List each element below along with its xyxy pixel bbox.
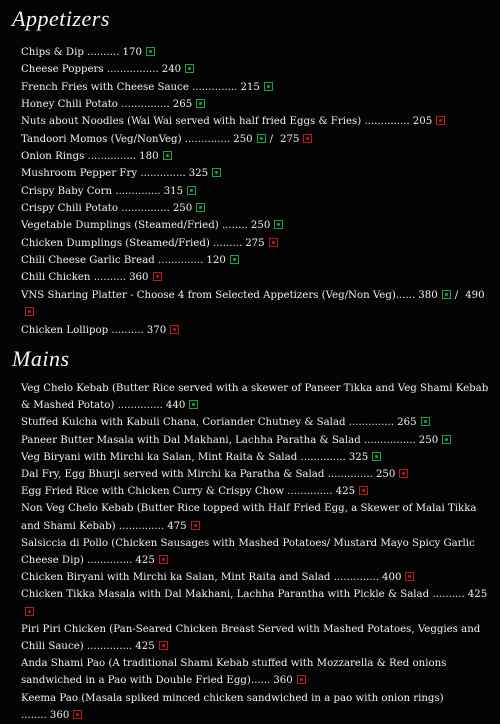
menu-item-text: Dal Fry, Egg Bhurji served with Mirchi ka Paratha & Salad .............. bbox=[21, 469, 373, 481]
menu-item-text: Honey Chili Potato ............... bbox=[21, 99, 170, 111]
menu-item-price: 360 bbox=[129, 272, 149, 284]
veg-indicator-icon bbox=[421, 417, 430, 426]
menu-item-price: 425 bbox=[135, 555, 155, 567]
nonveg-indicator-icon bbox=[153, 272, 162, 281]
menu-item-text: Non Veg Chelo Kebab (Butter Rice topped with Half Fried Egg, a Skewer of Malai Tikka and Shami Kebab) .............. bbox=[21, 503, 477, 532]
nonveg-indicator-icon bbox=[359, 486, 368, 495]
menu-item bbox=[21, 449, 491, 466]
nonveg-indicator-icon bbox=[170, 325, 179, 334]
menu-item bbox=[21, 183, 491, 200]
price-separator: / bbox=[269, 133, 274, 145]
menu-item-price: 240 bbox=[161, 64, 182, 76]
menu-item-text: Chili Cheese Garlic Bread .............. bbox=[21, 255, 204, 267]
veg-indicator-icon bbox=[196, 203, 205, 212]
menu-item-text: Egg Fried Rice with Chicken Curry & Crispy Chow .............. bbox=[21, 486, 333, 498]
menu-item bbox=[21, 165, 491, 182]
menu-item bbox=[21, 414, 491, 431]
menu-item bbox=[21, 690, 491, 724]
menu-item-price: 205 bbox=[412, 116, 433, 128]
veg-indicator-icon bbox=[196, 99, 205, 108]
nonveg-indicator-icon bbox=[405, 572, 414, 581]
menu-item bbox=[21, 200, 491, 217]
menu-item bbox=[21, 113, 491, 130]
menu-item-price: 215 bbox=[240, 81, 260, 93]
veg-indicator-icon bbox=[189, 400, 198, 409]
menu-item-price: 360 bbox=[273, 675, 293, 687]
menu-item-price: 325 bbox=[348, 451, 369, 463]
menu-item bbox=[21, 131, 491, 148]
menu-item bbox=[21, 380, 491, 414]
nonveg-indicator-icon bbox=[159, 641, 168, 650]
veg-indicator-icon bbox=[442, 435, 451, 444]
menu-item bbox=[21, 217, 491, 234]
menu-item bbox=[21, 235, 491, 252]
menu-item-price: 425 bbox=[335, 486, 356, 498]
menu-item-price: 380 bbox=[418, 289, 438, 301]
menu-item bbox=[21, 535, 491, 569]
menu-item bbox=[21, 322, 491, 339]
menu-item-price: 370 bbox=[146, 324, 167, 336]
menu-item-text: Crispy Chili Potato ............... bbox=[21, 203, 170, 215]
nonveg-indicator-icon bbox=[436, 116, 445, 125]
veg-indicator-icon bbox=[264, 82, 273, 91]
menu-item bbox=[21, 148, 491, 165]
menu-item-price: 180 bbox=[139, 151, 159, 163]
veg-indicator-icon bbox=[187, 186, 196, 195]
menu-item-text: Chicken Lollipop .......... bbox=[21, 324, 144, 336]
menu-item-price: 250 bbox=[233, 133, 253, 145]
menu-item-text: Nuts about Noodles (Wai Wai served with half fried Eggs & Fries) .............. bbox=[21, 116, 410, 128]
menu-item-text: Onion Rings ............... bbox=[21, 151, 137, 163]
mains-list bbox=[21, 380, 491, 724]
menu-item-text: Chili Chicken .......... bbox=[21, 272, 127, 284]
menu-item-text: Keema Pao (Masala spiked minced chicken sandwiched in a pao with onion rings) ........ bbox=[21, 692, 444, 721]
menu-item bbox=[21, 569, 491, 586]
menu-item-price: 170 bbox=[122, 47, 142, 58]
menu-item-alt-price: 490 bbox=[465, 289, 485, 301]
menu-item-price: 250 bbox=[375, 469, 396, 481]
menu-item bbox=[21, 466, 491, 483]
nonveg-indicator-icon bbox=[297, 675, 306, 684]
menu-item-text: Piri Piri Chicken (Pan-Seared Chicken Breast Served with Mashed Potatoes, Veggies and Chili Sauce) .............. bbox=[21, 623, 481, 653]
menu-item-price: 425 bbox=[467, 589, 488, 601]
menu-item-text: Anda Shami Pao (A traditional Shami Kebab stuffed with Mozzarella & Red onions sandwiched in a Pao with Double Fried Egg)...... bbox=[21, 658, 447, 687]
veg-indicator-icon bbox=[163, 151, 172, 160]
menu-item-price: 360 bbox=[49, 709, 70, 721]
menu-item bbox=[21, 287, 491, 322]
veg-indicator-icon bbox=[212, 168, 221, 177]
menu-item-price: 250 bbox=[172, 203, 193, 215]
veg-indicator-icon bbox=[146, 47, 155, 56]
nonveg-indicator-icon bbox=[303, 134, 312, 143]
menu-item-price: 315 bbox=[163, 185, 184, 197]
menu-item bbox=[21, 61, 491, 78]
nonveg-indicator-icon bbox=[73, 710, 82, 719]
menu-item-text: Veg Biryani with Mirchi ka Salan, Mint Raita & Salad .............. bbox=[21, 451, 346, 463]
menu-item-text: Chicken Dumplings (Steamed/Fried) ......... bbox=[21, 237, 243, 249]
menu-item-price: 265 bbox=[172, 99, 193, 111]
menu-item bbox=[21, 432, 491, 449]
menu-item bbox=[21, 621, 491, 655]
menu-item-price: 325 bbox=[188, 168, 209, 180]
menu-item-text: Salsiccia di Pollo (Chicken Sausages with Mashed Potatoes/ Mustard Mayo Spicy Garlic Cheese Dip) .............. bbox=[21, 537, 475, 567]
section-title-mains: Mains bbox=[12, 346, 70, 371]
menu-item bbox=[21, 655, 491, 689]
menu-item-text: Veg Chelo Kebab (Butter Rice served with a skewer of Paneer Tikka and Veg Shami Kebab & Mashed Potato) .............. bbox=[21, 383, 489, 412]
price-separator: / bbox=[454, 289, 459, 301]
menu-item-price: 425 bbox=[135, 641, 155, 653]
menu-item-price: 250 bbox=[250, 220, 271, 232]
menu-item bbox=[21, 96, 491, 113]
menu-item-text: VNS Sharing Platter - Choose 4 from Selected Appetizers (Veg/Non Veg)...... bbox=[21, 289, 416, 301]
veg-indicator-icon bbox=[274, 220, 283, 229]
menu-item bbox=[21, 269, 491, 286]
menu-item bbox=[21, 252, 491, 269]
menu-item bbox=[21, 44, 491, 61]
menu-item-alt-price: 275 bbox=[280, 133, 300, 145]
menu-item-price: 120 bbox=[206, 255, 226, 267]
menu-item-text: French Fries with Cheese Sauce .............. bbox=[21, 81, 238, 93]
nonveg-indicator-icon bbox=[269, 238, 278, 247]
veg-indicator-icon bbox=[442, 290, 451, 299]
veg-indicator-icon bbox=[230, 255, 239, 264]
menu-item-price: 400 bbox=[382, 572, 402, 584]
menu-item-text: Chicken Tikka Masala with Dal Makhani, Lachha Parantha with Pickle & Salad .......... bbox=[21, 589, 465, 601]
menu-item-text: Chips & Dip .......... bbox=[21, 47, 120, 58]
menu-item-price: 475 bbox=[167, 520, 187, 532]
nonveg-indicator-icon bbox=[159, 555, 168, 564]
menu-item-price: 275 bbox=[245, 237, 265, 249]
menu-item-text: Chicken Biryani with Mirchi ka Salan, Mint Raita and Salad .............. bbox=[21, 572, 380, 584]
veg-indicator-icon bbox=[185, 64, 194, 73]
menu-item-text: Stuffed Kulcha with Kabuli Chana, Coriander Chutney & Salad .............. bbox=[21, 417, 395, 429]
menu-item bbox=[21, 79, 491, 96]
veg-indicator-icon bbox=[257, 134, 266, 143]
menu-item-text: Paneer Butter Masala with Dal Makhani, Lachha Paratha & Salad ................ bbox=[21, 434, 416, 446]
menu-item-text: Vegetable Dumplings (Steamed/Fried) ........ bbox=[21, 220, 248, 232]
menu-item-text: Tandoori Momos (Veg/NonVeg) .............. bbox=[21, 133, 231, 145]
appetizers-list bbox=[21, 44, 491, 339]
section-title-appetizers: Appetizers bbox=[12, 6, 110, 31]
menu-item-text: Crispy Baby Corn .............. bbox=[21, 185, 161, 197]
menu-item-price: 265 bbox=[397, 417, 417, 429]
nonveg-indicator-icon bbox=[25, 307, 34, 316]
veg-indicator-icon bbox=[372, 452, 381, 461]
menu-item-text: Mushroom Pepper Fry .............. bbox=[21, 168, 186, 180]
nonveg-indicator-icon bbox=[191, 521, 200, 530]
menu-item-text: Cheese Poppers ................ bbox=[21, 64, 159, 76]
menu-item bbox=[21, 586, 491, 620]
menu-item bbox=[21, 500, 491, 534]
nonveg-indicator-icon bbox=[399, 469, 408, 478]
menu-item-price: 440 bbox=[165, 400, 186, 412]
nonveg-indicator-icon bbox=[25, 607, 34, 616]
menu-item-price: 250 bbox=[418, 434, 439, 446]
menu-item bbox=[21, 483, 491, 500]
